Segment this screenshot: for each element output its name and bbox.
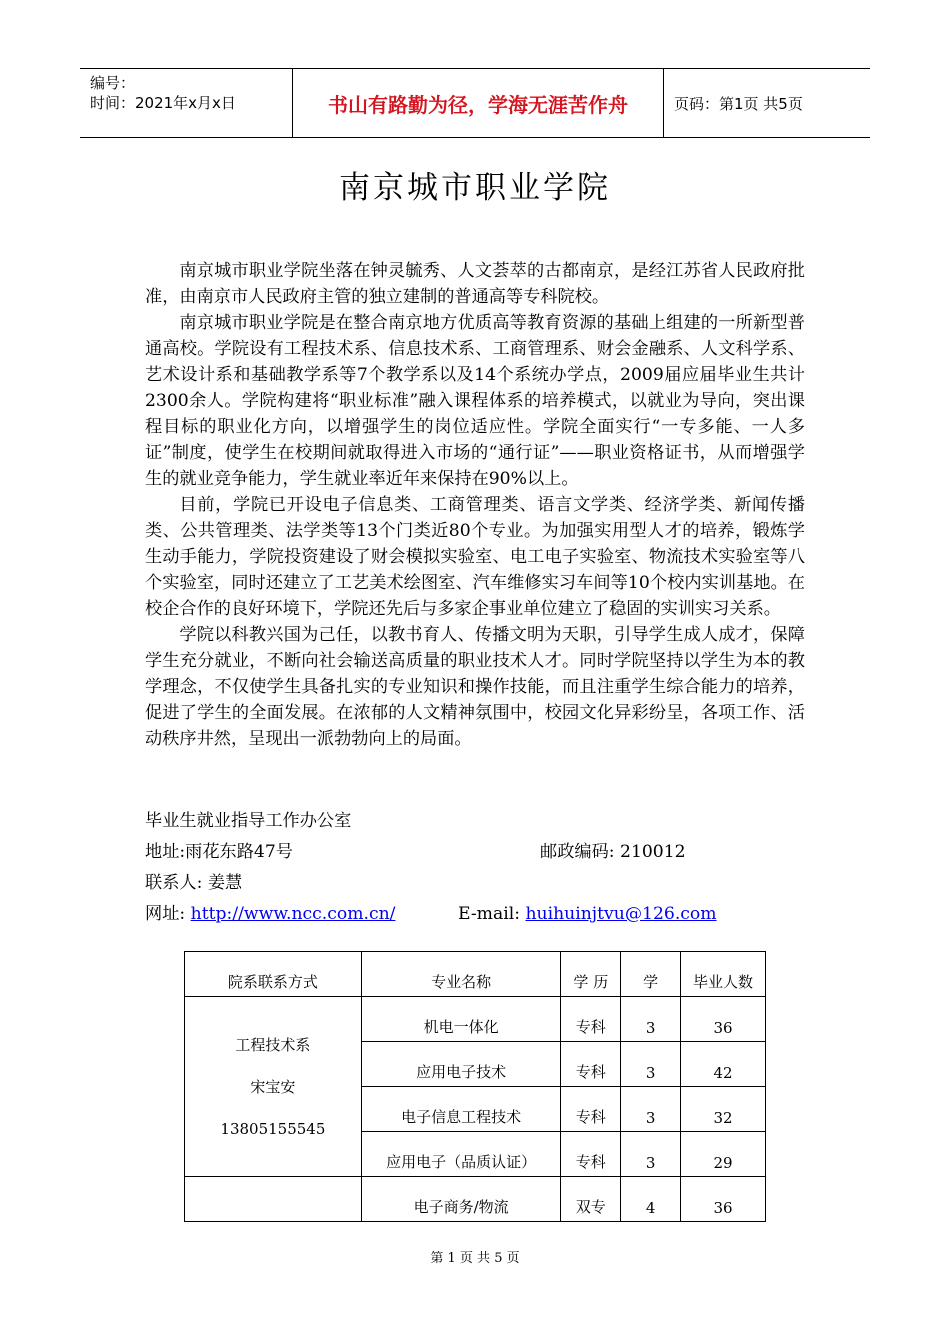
- degree-cell: 专科: [561, 1087, 621, 1132]
- postcode: 邮政编码: 210012: [540, 842, 686, 862]
- major-cell: 电子商务/物流: [361, 1177, 561, 1222]
- body-text: [145, 258, 805, 752]
- page-header: [80, 68, 870, 138]
- paragraph: 南京城市职业学院坐落在钟灵毓秀、人文荟萃的古都南京，是经江苏省人民政府批准，由南京市人民政府主管的独立建制的普通高等专科院校。: [145, 261, 805, 307]
- grads-cell: 36: [681, 1177, 766, 1222]
- major-cell: 电子信息工程技术: [361, 1087, 561, 1132]
- years-cell: 3: [621, 1042, 681, 1087]
- email-label: E-mail:: [458, 904, 526, 924]
- degree-cell: 双专: [561, 1177, 621, 1222]
- header-meta: [80, 69, 293, 137]
- table-header: 院系联系方式: [185, 952, 362, 997]
- degree-cell: 专科: [561, 997, 621, 1042]
- paragraph: 学院以科教兴国为己任，以教书育人、传播文明为天职，引导学生成人成才，保障学生充分就业，不断向社会输送高质量的职业技术人才。同时学院坚持以学生为本的教学理念，不仅使学生具备扎实的专业知识和操作技能，而且注重学生综合能力的培养，促进了学生的全面发展。在浓郁的人文精神氛围中，校园文化异彩纷呈，各项工作、活动秩序井然，呈现出一派勃勃向上的局面。: [145, 625, 805, 749]
- major-cell: 应用电子技术: [361, 1042, 561, 1087]
- major-cell: 应用电子（品质认证）: [361, 1132, 561, 1177]
- years-cell: 3: [621, 1087, 681, 1132]
- majors-table: [184, 951, 766, 1222]
- grads-cell: 32: [681, 1087, 766, 1132]
- address: 地址:雨花东路47号: [145, 842, 293, 862]
- table-header: 专业名称: [361, 952, 561, 997]
- table-header: 毕业人数: [681, 952, 766, 997]
- department-phone: 13805155545: [220, 1119, 326, 1138]
- grads-cell: 36: [681, 997, 766, 1042]
- grads-cell: 29: [681, 1132, 766, 1177]
- web-row: [145, 899, 825, 930]
- years-cell: 3: [621, 1132, 681, 1177]
- degree-cell: 专科: [561, 1042, 621, 1087]
- years-cell: 3: [621, 997, 681, 1042]
- major-cell: 机电一体化: [361, 997, 561, 1042]
- document-title: 南京城市职业学院: [339, 170, 611, 206]
- degree-cell: 专科: [561, 1132, 621, 1177]
- table-header: 学: [621, 952, 681, 997]
- header-motto: 书山有路勤为径，学海无涯苦作舟: [293, 69, 664, 137]
- email-link[interactable]: huihuinjtvu@126.com: [525, 904, 717, 924]
- table-row: [185, 997, 766, 1042]
- website-label: 网址:: [145, 904, 191, 924]
- contact-person: 联系人: 姜慧: [145, 873, 243, 893]
- table-row: [185, 1177, 766, 1222]
- empty-department-cell: [185, 1177, 362, 1222]
- grads-cell: 42: [681, 1042, 766, 1087]
- department-contact-person: 宋宝安: [250, 1077, 296, 1096]
- page-footer: 第 1 页 共 5 页: [430, 1251, 520, 1266]
- header-page-info: 页码：第1页 共5页: [674, 94, 803, 113]
- document-time-label: 时间：2021年x月x日: [90, 94, 236, 112]
- office-name: 毕业生就业指导工作办公室: [145, 811, 352, 831]
- table-header: 学 历: [561, 952, 621, 997]
- website-link[interactable]: http://www.ncc.com.cn/: [190, 904, 396, 924]
- years-cell: 4: [621, 1177, 681, 1222]
- address-row: [145, 837, 825, 868]
- paragraph: 目前，学院已开设电子信息类、工商管理类、语言文学类、经济学类、新闻传播类、公共管理类、法学类等13个门类近80个专业。为加强实用型人才的培养，锻炼学生动手能力，学院投资建设了财会模拟实验室、电工电子实验室、物流技术实验室等八个实验室，同时还建立了工艺美术绘图室、汽车维修实习车间等10个校内实训基地。在校企合作的良好环境下，学院还先后与多家企事业单位建立了稳固的实训实习关系。: [145, 495, 805, 619]
- department-cell: [185, 997, 362, 1177]
- paragraph: 南京城市职业学院是在整合南京地方优质高等教育资源的基础上组建的一所新型普通高校。学院设有工程技术系、信息技术系、工商管理系、财会金融系、人文科学系、艺术设计系和基础教学系等7个教学系以及14个系统办学点，2009届应届毕业生共计2300余人。学院构建将“职业标准”融入课程体系的培养模式，以就业为导向，突出课程目标的职业化方向，以增强学生的岗位适应性。学院全面实行“一专多能、一人多证”制度，使学生在校期间就取得进入市场的“通行证”——职业资格证书，从而增强学生的就业竞争能力，学生就业率近年来保持在90%以上。: [145, 313, 805, 489]
- department-name: 工程技术系: [235, 1035, 311, 1054]
- table-header-row: [185, 952, 766, 997]
- document-number-label: 编号：: [90, 74, 136, 92]
- contact-block: [145, 806, 825, 930]
